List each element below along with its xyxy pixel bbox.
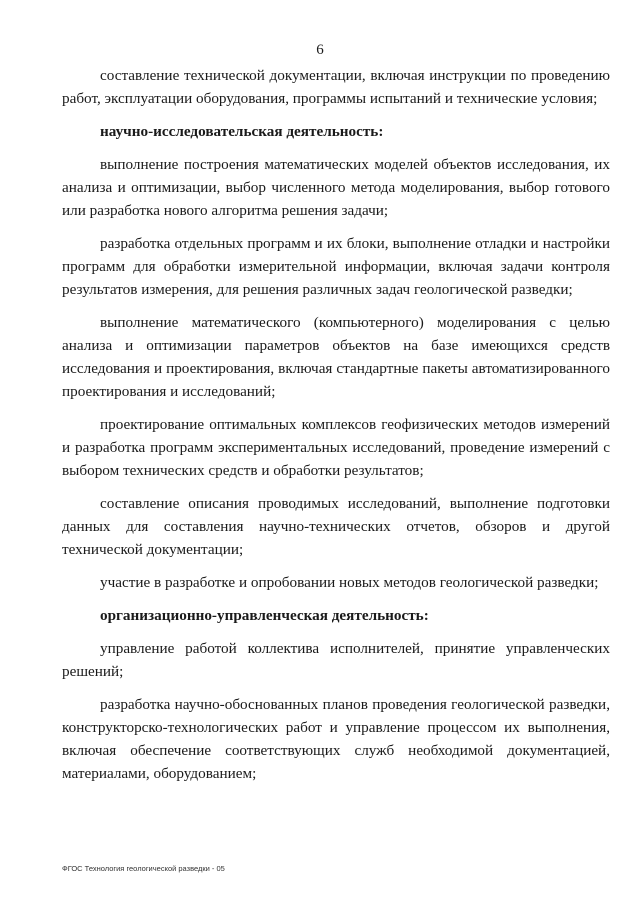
paragraph-new-methods: участие в разработке и опробовании новых методов геологической разведки;: [100, 574, 599, 591]
paragraph-technical-documentation: составление технической документации, включая инструкции по проведению работ, эксплуатации оборудования, программы испытаний и технические условия;: [62, 67, 610, 107]
paragraph-exploration-planning: разработка научно-обоснованных планов проведения геологической разведки, конструкторско-технологических работ и управление процессом их выполнения, включая обеспечение соответствующих служб необходимой документацией, материалами, оборудованием;: [62, 696, 610, 782]
paragraph-computer-modeling: выполнение математического (компьютерного) моделирования с целью анализа и оптимизации параметров объектов на базе имеющихся средств исследования и проектирования, включая стандартные пакеты автоматизированного проектирования и исследований;: [62, 314, 610, 400]
heading-organizational-activity: организационно-управленческая деятельность:: [100, 607, 429, 624]
paragraph-math-models: выполнение построения математических моделей объектов исследования, их анализа и оптимизации, выбор численного метода моделирования, выбор готового или разработка нового алгоритма решения задачи;: [62, 156, 610, 219]
paragraph-program-development: разработка отдельных программ и их блоки, выполнение отладки и настройки программ для обработки измерительной информации, включая задачи контроля результатов измерения, для решения различных задач геологической разведки;: [62, 235, 610, 298]
paragraph-team-management: управление работой коллектива исполнителей, принятие управленческих решений;: [62, 640, 610, 680]
heading-research-activity: научно-исследовательская деятельность:: [100, 123, 384, 140]
page-footer: ФГОС Технология геологической разведки - 05: [62, 864, 225, 873]
paragraph-geophysical-design: проектирование оптимальных комплексов геофизических методов измерений и разработка программ экспериментальных исследований, проведение измерений с выбором технических средств и обработки результатов;: [62, 416, 610, 479]
page-number: 6: [316, 42, 324, 58]
paragraph-research-description: составление описания проводимых исследований, выполнение подготовки данных для составления научно-технических отчетов, обзоров и другой технической документации;: [62, 495, 610, 558]
document-body: [62, 64, 610, 795]
